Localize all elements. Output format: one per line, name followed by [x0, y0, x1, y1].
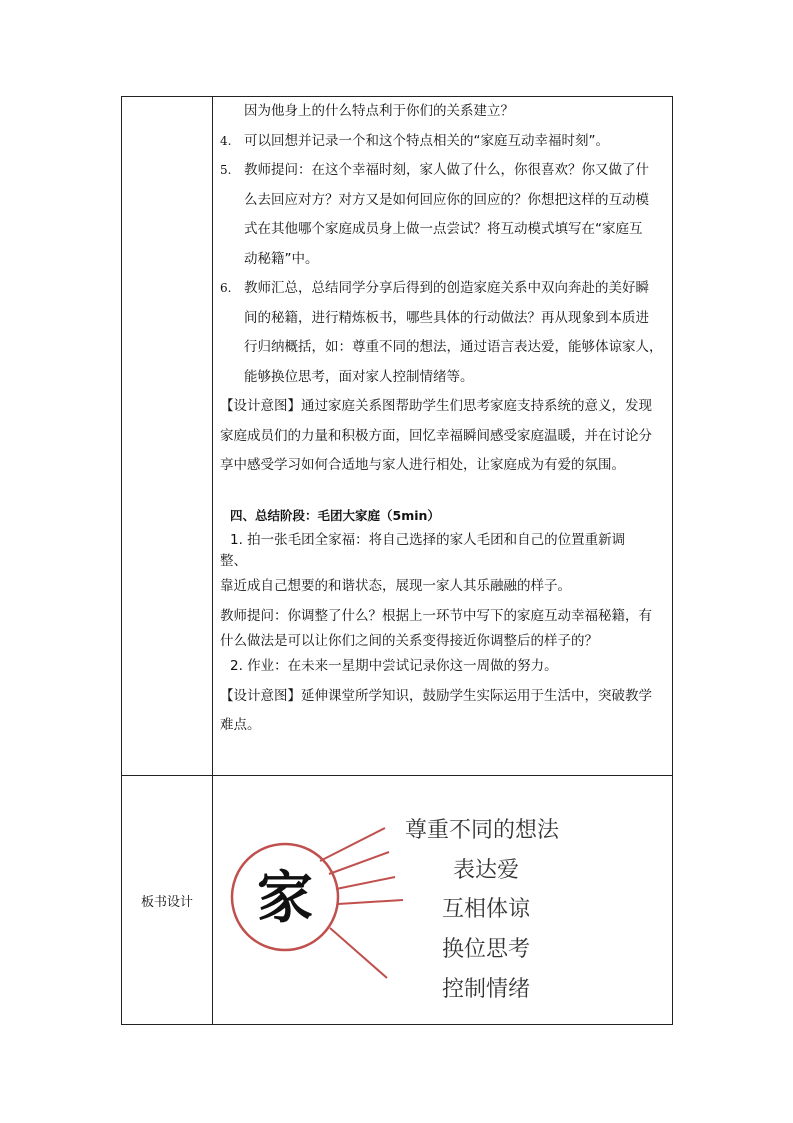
- item-number: 5.: [220, 163, 232, 177]
- item-number: 4.: [220, 133, 232, 148]
- branch-line: [330, 928, 387, 978]
- lesson-plan-table: [121, 96, 673, 1025]
- branch-label: 控制情绪: [442, 977, 531, 1002]
- branch-line: [336, 877, 395, 889]
- branch-label: 换位思考: [442, 937, 531, 962]
- item-text: 教师提问：在这个幸福时刻，家人做了什么，你很喜欢？你又做了什: [244, 162, 649, 178]
- branch-label: 互相体谅: [442, 897, 531, 922]
- text-line: 家庭成员们的力量和积极方面，回忆幸福瞬间感受家庭温暖，并在讨论分: [220, 427, 652, 444]
- center-character: 家: [257, 866, 313, 931]
- list-item-5: [220, 156, 668, 186]
- text-line: 享中感受学习如何合适地与家人进行相处，让家庭成为有爱的氛围。: [220, 457, 625, 473]
- text-line: 难点。: [220, 717, 261, 733]
- list-item-4: [220, 127, 668, 157]
- board-diagram: [213, 776, 673, 1025]
- design-intent-line: 【设计意图】延伸课堂所学知识，鼓励学生实际运用于生活中，突破教学: [220, 687, 652, 704]
- text-line: 整、: [220, 553, 247, 569]
- item-text: 教师汇总，总结同学分享后得到的创造家庭关系中双向奔赴的美好瞬: [244, 280, 649, 296]
- item-number: 6.: [220, 281, 232, 295]
- branch-label: 尊重不同的想法: [405, 818, 560, 843]
- process-content: [220, 97, 668, 741]
- section-title: 四、总结阶段：毛团大家庭（5min）: [230, 507, 440, 523]
- list-item-6: [220, 274, 668, 304]
- text-line: 动秘籍”中。: [244, 250, 319, 267]
- text-line: 行归纳概括，如：尊重不同的想法，通过语言表达爱，能够体谅家人，: [244, 339, 663, 355]
- text-line: 1. 拍一张毛团全家福：将自己选择的家人毛团和自己的位置重新调: [230, 532, 626, 548]
- text-line: 教师提问：你调整了什么？根据上一环节中写下的家庭互动幸福秘籍，有: [220, 607, 652, 624]
- board-design-label: 板书设计: [140, 895, 193, 910]
- text-line: 式在其他哪个家庭成员身上做一点尝试？将互动模式填写在“家庭互: [244, 221, 643, 237]
- text-line: 什么做法是可以让你们之间的关系变得接近你调整后的样子的？: [220, 633, 598, 649]
- item-text: 可以回想并记录一个和这个特点相关的“家庭互动幸福时刻”。: [244, 132, 609, 149]
- text-line: 间的秘籍，进行精炼板书，哪些具体的行动做法？再从现象到本质进: [244, 309, 649, 326]
- text-line: 能够换位思考，面对家人控制情绪等。: [244, 368, 474, 385]
- text-line: 因为他身上的什么特点利于你们的关系建立？: [244, 103, 514, 119]
- text-line: 么去回应对方？对方又是如何回应你的回应的？你想把这样的互动模: [244, 191, 649, 208]
- branch-line: [329, 852, 389, 874]
- branch-label: 表达爱: [453, 858, 520, 883]
- text-line: 2. 作业：在未来一星期中尝试记录你这一周做的努力。: [230, 658, 558, 674]
- branch-line: [338, 900, 403, 904]
- text-line: 靠近成自己想要的和谐状态，展现一家人其乐融融的样子。: [220, 578, 571, 594]
- design-intent-line: 【设计意图】通过家庭关系图帮助学生们思考家庭支持系统的意义，发现: [220, 398, 652, 414]
